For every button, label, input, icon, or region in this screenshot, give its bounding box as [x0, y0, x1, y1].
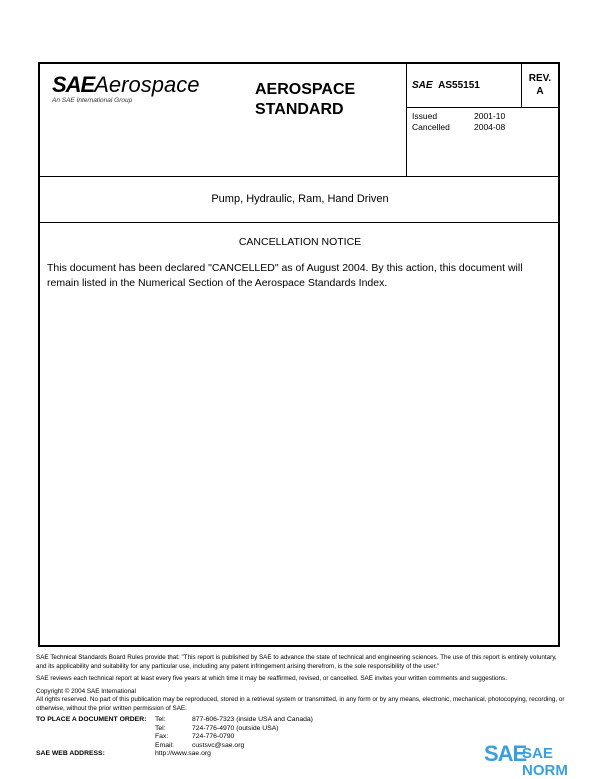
web-address[interactable]: http://www.sae.org — [155, 750, 211, 757]
cancellation-text: This document has been declared "CANCELLED" as of August 2004. By this action, this document will remain listed in the Numerical Section of the Aerospace Standards Index. — [47, 262, 523, 289]
divider — [406, 107, 558, 108]
divider — [406, 64, 407, 176]
footer-review: SAE reviews each technical report at least every five years at which time it may be reaffirmed, revised, or cancelled. SAE invites your written comments and suggestions. — [36, 675, 507, 682]
footer-copyright: Copyright © 2004 SAE International — [36, 688, 136, 695]
sae-aerospace-logo: SAEAerospace — [52, 72, 200, 97]
divider — [40, 222, 558, 223]
document-number: SAE AS55151 — [412, 80, 480, 91]
document-title: Pump, Hydraulic, Ram, Hand Driven — [211, 193, 389, 205]
revision: REV. A — [528, 73, 552, 97]
footer-rules: SAE Technical Standards Board Rules provide that: "This report is published by SAE to advance the state of technical and engineering sciences. The use of this report is entirely voluntary, and its applicability and suitability for any particular use, including any patent infringement arising therefrom, is the sole responsibility of the user." — [36, 654, 557, 670]
document-dates: Issued 2001-10 Cancelled 2004-08 — [412, 111, 506, 132]
document-frame — [38, 62, 560, 647]
standard-type: AEROSPACE STANDARD — [255, 81, 356, 118]
watermark-text: SAE NORM — [522, 745, 568, 779]
divider — [40, 176, 558, 177]
web-label: SAE WEB ADDRESS: — [36, 750, 105, 757]
cancellation-heading: CANCELLATION NOTICE — [238, 236, 362, 248]
logo-subtitle: An SAE International Group — [52, 97, 133, 104]
contact-list: Tel: 877-606-7323 (inside USA and Canada) Tel: 724-776-4970 (outside USA) Fax: 724-776-0790 Email: custsvc@sae.org http://www.sae.org — [155, 716, 313, 757]
footer-rights: All rights reserved. No part of this publication may be reproduced, stored in a retrieval system or transmitted, in any form or by any means, electronic, mechanical, photocopying, recording, or otherwise, without the prior written permission of SAE. — [36, 696, 565, 712]
order-label: TO PLACE A DOCUMENT ORDER: — [36, 716, 147, 723]
watermark-logo: SAE — [484, 741, 527, 766]
